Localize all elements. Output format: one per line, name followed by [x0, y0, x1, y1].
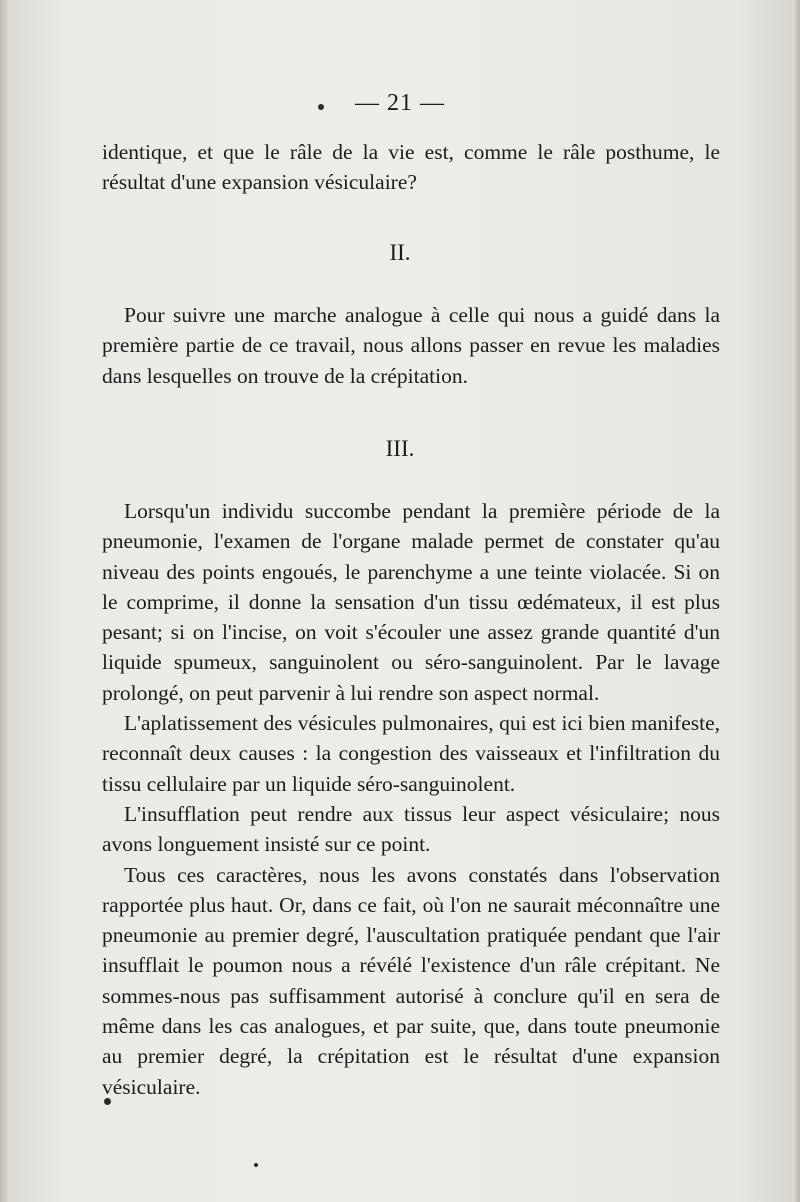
paragraph-3: Lorsqu'un individu succombe pendant la première période de la pneumonie, l'examen de l'organe malade permet de constater qu'au niveau des points engoués, le parenchyme a une teinte violacée. Si on le comprime, il donne la sensation d'un tissu œdémateux, il est plus pesant; si on l'incise, on voit s'écouler une assez grande quantité d'un liquide spumeux, sanguinolent ou séro-sanguinolent. Par le lavage prolongé, on peut parvenir à lui rendre son aspect normal.	[102, 499, 720, 705]
paragraph-4: L'aplatissement des vésicules pulmonaires, qui est ici bien manifeste, reconnaît deux causes : la congestion des vaisseaux et l'infiltration du tissu cellulaire par un liquide séro-sanguinolent.	[102, 711, 720, 796]
section-ii-body	[102, 300, 720, 391]
paragraph-1: identique, et que le râle de la vie est, comme le râle posthume, le résultat d'une expansion vésiculaire?	[102, 140, 720, 195]
section-heading-iii: III.	[385, 436, 415, 461]
section-iii-body	[102, 496, 720, 1102]
paragraph-5: L'insufflation peut rendre aux tissus leur aspect vésiculaire; nous avons longuement insisté sur ce point.	[102, 801, 720, 857]
page-number: — 21 —	[355, 90, 445, 116]
section-heading-ii: II.	[389, 240, 411, 265]
ink-speck	[254, 1163, 258, 1167]
paragraph-2: Pour suivre une marche analogue à celle qui nous a guidé dans la première partie de ce travail, nous allons passer en revue les maladies dans lesquelles on trouve de la crépitation.	[102, 303, 720, 388]
page-edge-right	[792, 0, 800, 1202]
page-edge-left	[0, 0, 10, 1202]
paragraph-6: Tous ces caractères, nous les avons constatés dans l'observation rapportée plus haut. Or, dans ce fait, où l'on ne saurait méconnaître une pneumonie au premier degré, l'auscultation pratiquée pendant que l'air insufflait le poumon nous a révélé l'existence d'un râle crépitant. Ne sommes-nous pas suffisamment autorisé à conclure qu'il en sera de même dans les cas analogues, et par suite, que, dans toute pneumonie au premier degré, la crépitation est le résultat d'une expansion vésiculaire.	[102, 862, 720, 1099]
paragraph-continuation	[102, 137, 720, 198]
